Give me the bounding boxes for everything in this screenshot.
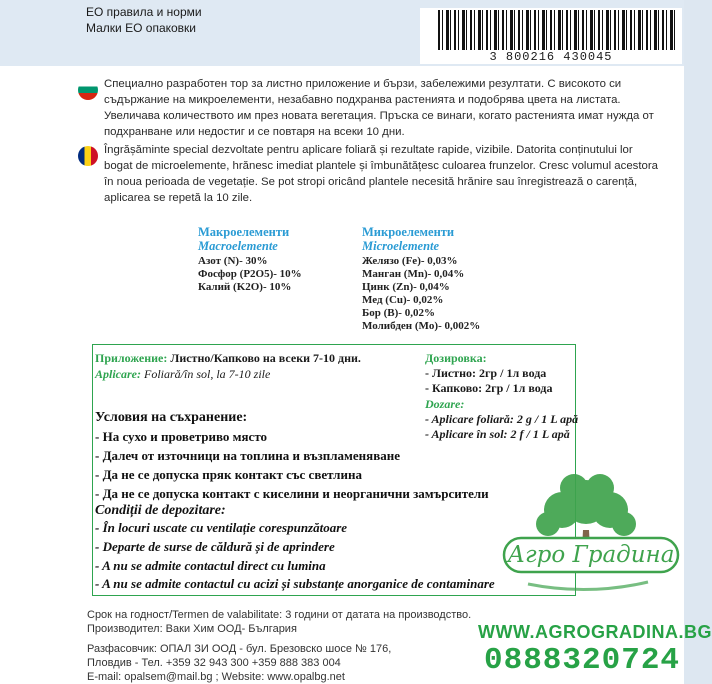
tree-icon <box>498 470 684 600</box>
validity-text: Срок на годност/Termen de valabilitate: 3 години от датата на производство. <box>87 609 472 621</box>
storage-title-ro: Condiții de depozitare: <box>95 503 226 518</box>
micro-item: Бор (B)- 0,02% <box>362 307 435 319</box>
micro-item: Цинк (Zn)- 0,04% <box>362 281 450 293</box>
application-value-ro: Foliară/în sol, la 7-10 zile <box>144 367 271 381</box>
application-ro <box>95 367 270 382</box>
agro-gradina-logo <box>498 470 684 600</box>
storage-item-bg: - Да не се допуска пряк контакт със светлина <box>95 467 362 482</box>
micro-title-ro: Microelemente <box>362 239 440 253</box>
dosage-drip-ro: - Aplicare în sol: 2 f / 1 L apă <box>425 427 570 441</box>
macro-title-bg: Макроелементи <box>198 225 290 239</box>
macro-item: Калий (K2O)- 10% <box>198 281 292 293</box>
storage-title-bg: Условия на съхранение: <box>95 410 248 425</box>
storage-item-bg: - На сухо и проветриво място <box>95 429 268 444</box>
barcode <box>420 8 682 64</box>
bulgaria-flag-icon <box>78 80 98 100</box>
micro-item: Мед (Cu)- 0,02% <box>362 294 444 306</box>
storage-item-ro: - A nu se admite contactul direct cu lumina <box>95 558 326 573</box>
brand-website[interactable]: WWW.AGROGRADINA.BG <box>478 622 712 642</box>
packer-text: Разфасовчик: ОПАЛ ЗИ ООД - бул. Брезовско шосе № 176, <box>87 643 392 655</box>
brand-phone[interactable]: 0888320724 <box>484 643 681 678</box>
eu-packages-text: Малки ЕО опаковки <box>86 21 196 35</box>
application-label-bg: Приложение: <box>95 351 168 365</box>
storage-item-ro: - A nu se admite contactul cu acizi și substanțe anorganice de contaminare <box>95 576 495 591</box>
producer-text: Производител: Ваки Хим ООД- България <box>87 623 297 635</box>
description-ro: Îngrășăminte special dezvoltate pentru aplicare foliară și rezultate rapide, vizibile. Datorita conținutului lor bogat de microelemente, hrănesc imediat plantele și îmbunătățesc culoarea frunzelor. Cresc volumul acestora în noua perioada de vegetație. Se pot stropi oricând plantele necesită hrănire sau înregistrează o carență, aplicarea se repetă la 10 zile. <box>104 144 658 204</box>
macro-item: Азот (N)- 30% <box>198 255 268 267</box>
micro-item: Желязо (Fe)- 0,03% <box>362 255 458 267</box>
storage-item-bg: - Далеч от източници на топлина и възпламеняване <box>95 448 400 463</box>
dosage-leaf-bg: - Листно: 2гр / 1л вода <box>425 366 547 380</box>
storage-item-bg: - Да не се допуска контакт с киселини и неорганични замърсители <box>95 486 489 501</box>
micro-item: Молибден (Mo)- 0,002% <box>362 320 481 332</box>
brand-name: Агро Градина <box>507 542 675 568</box>
dosage-label-bg: Дозировка: <box>425 351 487 365</box>
eu-info <box>86 4 202 36</box>
storage-item-ro: - Departe de surse de căldură și de aprindere <box>95 539 335 554</box>
top-band <box>0 0 684 66</box>
dosage-label-ro: Dozare: <box>425 397 465 411</box>
application-label-ro: Aplicare: <box>95 367 141 381</box>
micro-title-bg: Микроелементи <box>362 225 455 239</box>
application-value-bg: Листно/Капково на всеки 7-10 дни. <box>170 351 361 365</box>
email-text: E-mail: opalsem@mail.bg ; Website: www.opalbg.net <box>87 671 345 683</box>
description-bg: Специално разработен тор за листно приложение и бързи, забележими резултати. С високото си съдържание на микроелементи, незабавно подхранва растенията и подобрява цвета на листата. Увеличава количеството им през новата вегетация. Пръска се винаги, когато растенията имат нужда от подхранване или недостиг и се повтаря на всеки 10 дни. <box>104 78 654 138</box>
city-phone-text: Пловдив - Тел. +359 32 943 300 +359 888 383 004 <box>87 657 341 669</box>
storage-item-ro: - În locuri uscate cu ventilație corespunzătoare <box>95 520 348 535</box>
micro-item: Манган (Mn)- 0,04% <box>362 268 465 280</box>
romania-flag-icon <box>78 146 98 166</box>
dosage-drip-bg: - Капково: 2гр / 1л вода <box>425 381 553 395</box>
barcode-bars <box>438 10 678 50</box>
barcode-number: 3 800216 430045 <box>489 50 613 64</box>
eu-rules-text: ЕО правила и норми <box>86 5 202 19</box>
dosage-leaf-ro: - Aplicare foliară: 2 g / 1 L apă <box>425 412 579 426</box>
macro-title-ro: Macroelemente <box>198 239 278 253</box>
application-bg <box>95 351 361 366</box>
macro-item: Фосфор (P2O5)- 10% <box>198 268 302 280</box>
